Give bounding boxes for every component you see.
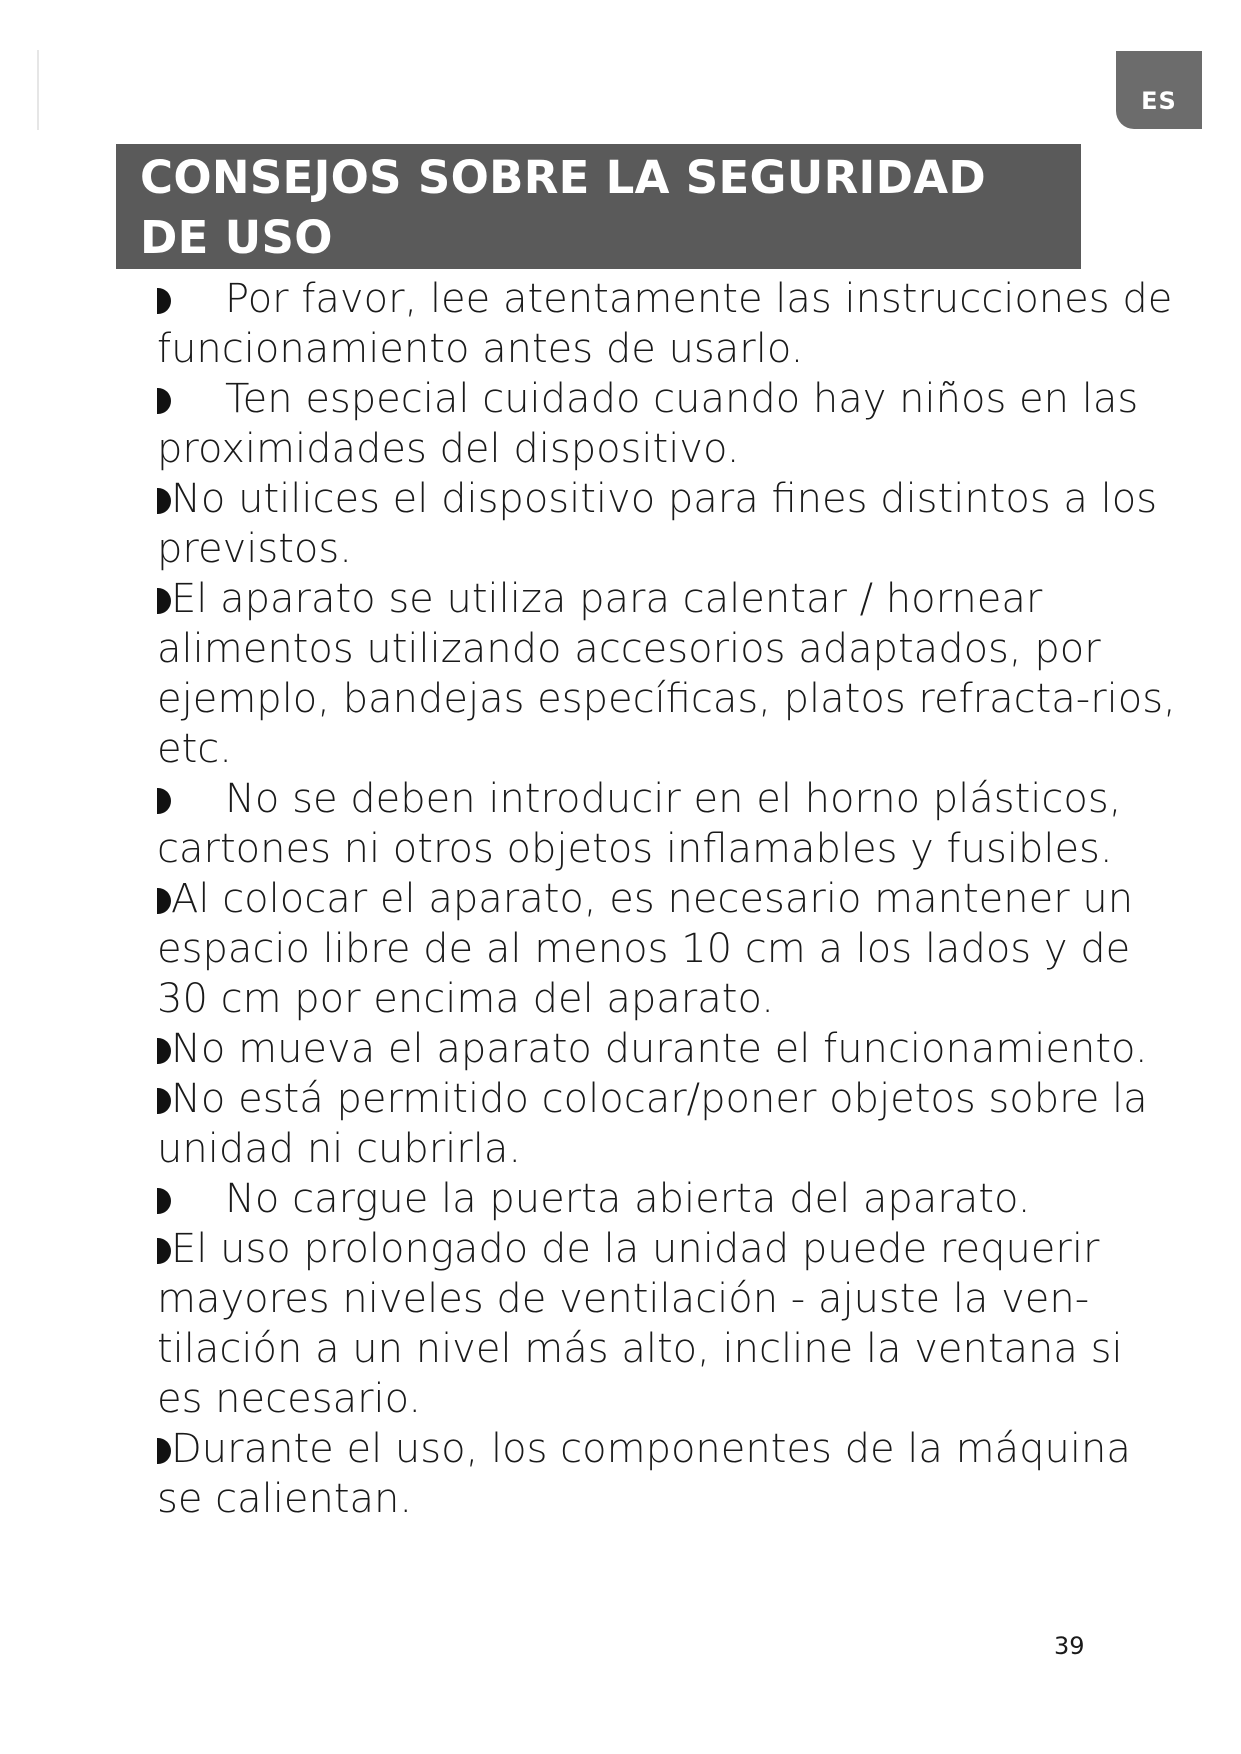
- bullet-icon: [157, 888, 171, 914]
- bullet-icon: [157, 1188, 171, 1214]
- list-item: [157, 874, 1177, 1024]
- safety-list: [157, 274, 1177, 1524]
- list-item-text: Ten especial cuidado cuando hay niños en las proximidades del dispositivo.: [157, 376, 1139, 472]
- page-number: 39: [1054, 1632, 1085, 1660]
- list-item: [157, 574, 1177, 774]
- list-item: [157, 774, 1177, 874]
- list-item: [157, 1074, 1177, 1174]
- bullet-icon: [157, 288, 171, 314]
- list-item: [157, 1224, 1177, 1424]
- list-item-text: No se deben introducir en el horno plásticos, cartones ni otros objetos inflamables y fusibles.: [157, 776, 1122, 872]
- bullet-icon: [157, 1038, 171, 1064]
- list-item-text: El aparato se utiliza para calentar / hornear alimentos utilizando accesorios adaptados, por ejemplo, bandejas específicas, platos refracta-rios, etc.: [157, 576, 1176, 772]
- list-item-text: No utilices el dispositivo para fines distintos a los previstos.: [157, 476, 1158, 572]
- list-item-text: No cargue la puerta abierta del aparato.: [225, 1176, 1031, 1222]
- list-item-text: Por favor, lee atentamente las instrucciones de funcionamiento antes de usarlo.: [157, 276, 1173, 372]
- bullet-icon: [157, 1438, 171, 1464]
- bullet-icon: [157, 488, 171, 514]
- list-item-text: No mueva el aparato durante el funcionamiento.: [171, 1026, 1148, 1072]
- list-item: [157, 1024, 1177, 1074]
- list-item: [157, 1424, 1177, 1524]
- list-item: [157, 374, 1177, 474]
- bullet-icon: [157, 788, 171, 814]
- list-item-text: No está permitido colocar/poner objetos sobre la unidad ni cubrirla.: [157, 1076, 1148, 1172]
- bullet-icon: [157, 588, 171, 614]
- list-item: [157, 474, 1177, 574]
- list-item-text: Al colocar el aparato, es necesario mantener un espacio libre de al menos 10 cm a los lados y de 30 cm por encima del aparato.: [157, 876, 1134, 1022]
- bullet-icon: [157, 1238, 171, 1264]
- list-item: [157, 274, 1177, 374]
- language-tab: ES: [1116, 51, 1202, 129]
- margin-rule: [37, 50, 39, 130]
- section-title: CONSEJOS SOBRE LA SEGURIDAD DE USO: [140, 151, 987, 264]
- section-header: [116, 144, 1081, 269]
- list-item-text: Durante el uso, los componentes de la máquina se calientan.: [157, 1426, 1131, 1522]
- bullet-icon: [157, 388, 171, 414]
- list-item: [157, 1174, 1177, 1224]
- bullet-icon: [157, 1088, 171, 1114]
- list-item-text: El uso prolongado de la unidad puede requerir mayores niveles de ventilación - ajuste la ven-tilación a un nivel más alto, incline la ventana si es necesario.: [157, 1226, 1123, 1422]
